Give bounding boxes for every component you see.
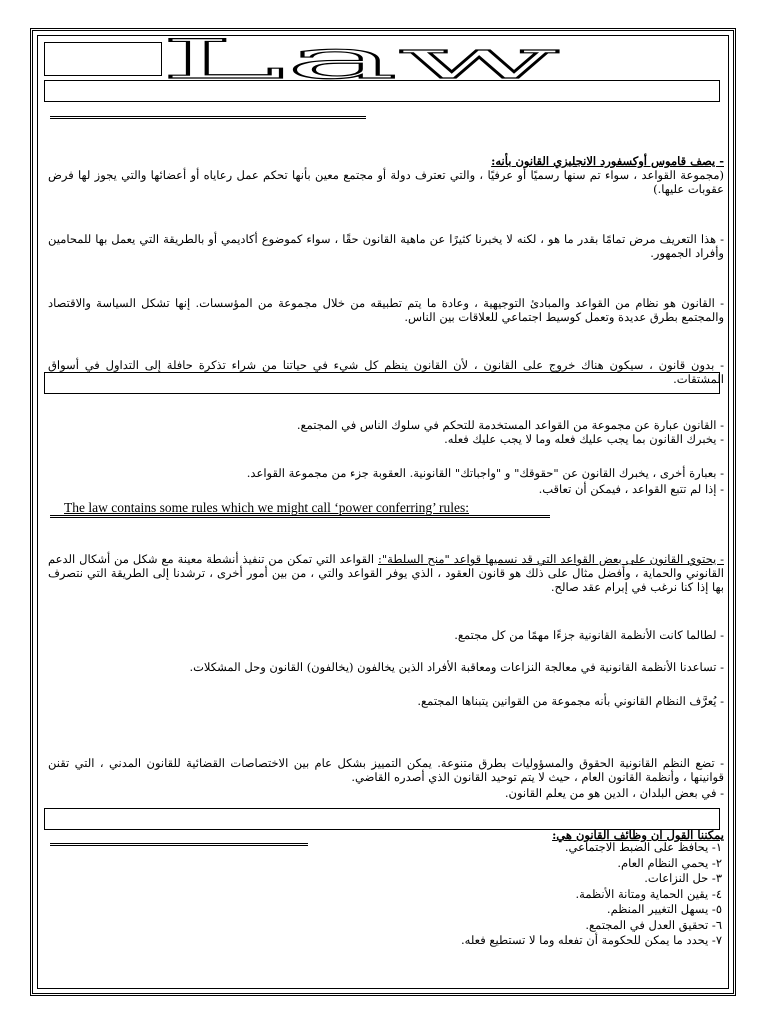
section-box — [44, 80, 720, 102]
title-empty-box — [44, 42, 162, 76]
paragraph-rules-2: - يخبرك القانون بما يجب عليك فعله وما لا يجب عليك فعله. — [444, 432, 724, 446]
list-item: ٣- حل النزاعات. — [644, 871, 722, 885]
paragraph-without-law: - بدون قانون ، سيكون هناك خروج على القانون ، لأن القانون ينظم كل شيء في حياتنا من شراء تذكرة حافلة إلى التداول في أسواق المشتقات. — [48, 358, 724, 386]
paragraph-law-system: - القانون هو نظام من القواعد والمبادئ التوجيهية ، وعادة ما يتم تطبيقه من خلال مجموعة من المؤسسات. إنها تشكل السياسة والاقتصاد والمجتمع بطرق عديدة وتعمل كوسيط اجتماعي للعلاقات بين الناس. — [48, 296, 724, 324]
functions-heading: يمكننا القول ان وظائف القانون هي: — [552, 828, 724, 842]
paragraph-definition-critique: - هذا التعريف مرض تمامًا بقدر ما هو ، لكنه لا يخبرنا كثيرًا عن ماهية القانون حقًا ، سواء كموضوع أكاديمي أو بالطريقة التي يعمل بها للمحامين وأفراد الجمهور. — [48, 232, 724, 260]
list-item: ٧- يحدد ما يمكن للحكومة أن تفعله وما لا تستطيع فعله. — [461, 933, 722, 947]
list-item: ١- يحافظ على الضبط الاجتماعي. — [564, 840, 722, 854]
paragraph-rights-2: - إذا لم تتبع القواعد ، فيمكن أن تعاقب. — [538, 482, 724, 496]
svg-text:Law: Law — [160, 38, 560, 82]
list-item: ٥- يسهل التغيير المنظم. — [606, 902, 722, 916]
english-heading: The law contains some rules which we might call ‘power conferring’ rules: — [64, 500, 469, 515]
functions-list — [461, 840, 722, 949]
paragraph-power-conferring — [48, 552, 724, 594]
intro-heading: - يصف قاموس أوكسفورد الانجليزي القانون بأنه: — [491, 154, 724, 168]
intro-definition: (مجموعة القواعد ، سواء تم سنها رسميًا أو عرفيًا ، والتي تعترف دولة أو مجتمع معين بأنها تحكم عمل رعاياه أو أعضائها والتي يجوز لها فرض عقوبات عليها.) — [48, 168, 724, 196]
paragraph-rights-responsibilities: - تضع النظم القانونية الحقوق والمسؤوليات بطرق متنوعة. يمكن التمييز بشكل عام بين الاختصاصات القضائية للقانون المدني ، التي تقنن قوانينها ، وأنظمة القانون العام ، حيث لا يتم توحيد القانون الذي أصدره القاضي. — [48, 756, 724, 784]
section-box — [44, 372, 720, 394]
paragraph-rights-1: - بعبارة أخرى ، يخبرك القانون عن "حقوقك" و "واجباتك" القانونية. العقوبة جزء من مجموعة القواعد. — [246, 466, 724, 480]
power-conferring-text: القواعد التي تمكن من تنفيذ أنشطة معينة مع شكل من أشكال الدعم القانوني والحماية ، وأفضل مثال على ذلك هو قانون العقود ، الذي يوفر القواعد والتي ، من بين أمور أخرى ، ترشدنا إلى الطريقة التي نتصرف بها إذا كنا نرغب في إبرام عقد صالح. — [48, 552, 724, 594]
paragraph-rules-1: - القانون عبارة عن مجموعة من القواعد المستخدمة للتحكم في سلوك الناس في المجتمع. — [296, 418, 724, 432]
list-item: ٤- يقين الحماية ومتانة الأنظمة. — [575, 886, 722, 901]
list-item: ٦- تحقيق العدل في المجتمع. — [585, 917, 722, 932]
page-title — [160, 38, 580, 82]
paragraph-important: - لطالما كانت الأنظمة القانونية جزءًا مهمًا من كل مجتمع. — [454, 628, 724, 642]
list-item: ٢- يحمي النظام العام. — [617, 855, 722, 870]
paragraph-disputes: - تساعدنا الأنظمة القانونية في معالجة النزاعات ومعاقبة الأفراد الذين يخالفون (يخالفون) القانون وحل المشكلات. — [189, 660, 724, 674]
power-conferring-lead: - يحتوي القانون على بعض القواعد التي قد نسميها قواعد "منح السلطة": — [378, 552, 724, 566]
paragraph-defined: - يُعرَّف النظام القانوني بأنه مجموعة من القوانين يتبناها المجتمع. — [417, 694, 724, 708]
section-box — [44, 808, 720, 830]
divider — [50, 843, 308, 846]
paragraph-religion: - في بعض البلدان ، الدين هو من يعلم القانون. — [504, 786, 724, 800]
divider — [50, 515, 550, 518]
divider — [50, 116, 366, 119]
